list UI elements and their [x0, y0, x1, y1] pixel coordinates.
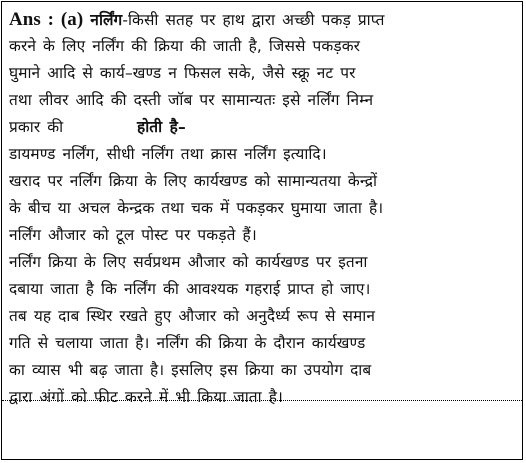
answer-line-9: नर्लिंग औजार को टूल पोस्ट पर पकड़ते हैं। — [9, 226, 257, 244]
answer-line-4: तथा लीवर आदि की दस्ती जॉब पर सामान्यतः इसे नर्लिंग निम्न — [9, 91, 374, 109]
answer-line-7: खराद पर नर्लिंग क्रिया के लिए कार्यखण्ड को सामान्यतया केन्द्रों — [9, 172, 378, 190]
answer-line-5-part-b: होती है– — [136, 118, 186, 136]
answer-line-1 — [9, 7, 515, 32]
answer-line-10: नर्लिंग क्रिया के लिए सर्वप्रथम औजार को कार्यखण्ड पर इतना — [9, 253, 368, 271]
answer-line-14: का व्यास भी बढ़ जाता है। इसलिए इस क्रिया का उपयोग दाब — [9, 361, 372, 379]
answer-line-15: द्वारा अंगों को फीट करने में भी किया जाता है। — [9, 388, 283, 406]
answer-line-13: गति से चलाया जाता है। नर्लिंग की क्रिया के दौरान कार्यखण्ड — [9, 334, 366, 352]
answer-line-5-part-a: प्रकार की — [9, 118, 64, 136]
answer-line-5 — [9, 115, 515, 140]
answer-line-6: डायमण्ड नर्लिंग, सीधी नर्लिंग तथा क्रास नर्लिंग इत्यादि। — [9, 145, 327, 163]
answer-prefix: Ans : (a) — [9, 9, 84, 30]
answer-line-11: दबाया जाता है कि नर्लिंग की आवश्यक गहराई प्राप्त हो जाए। — [9, 280, 371, 298]
answer-line-12: तब यह दाब स्थिर रखते हुए औजार को अनुदैर्ध्य रूप से समान — [9, 307, 376, 325]
answer-line-2: करने के लिए नर्लिंग की क्रिया की जाती है, जिससे पकड़कर — [9, 37, 361, 55]
answer-card — [1, 1, 523, 460]
answer-line-3: घुमाने आदि से कार्य–खण्ड न फिसल सके, जैसे स्क्रू नट पर — [9, 64, 356, 82]
dotted-divider — [2, 400, 522, 401]
answer-line-1-rest: -किसी सतह पर हाथ द्वारा अच्छी पकड़ प्राप्त — [122, 11, 385, 29]
answer-term: नर्लिंग — [90, 11, 123, 29]
answer-line-8: के बीच या अचल केन्द्रक तथा चक में पकड़कर घुमाया जाता है। — [9, 199, 384, 217]
